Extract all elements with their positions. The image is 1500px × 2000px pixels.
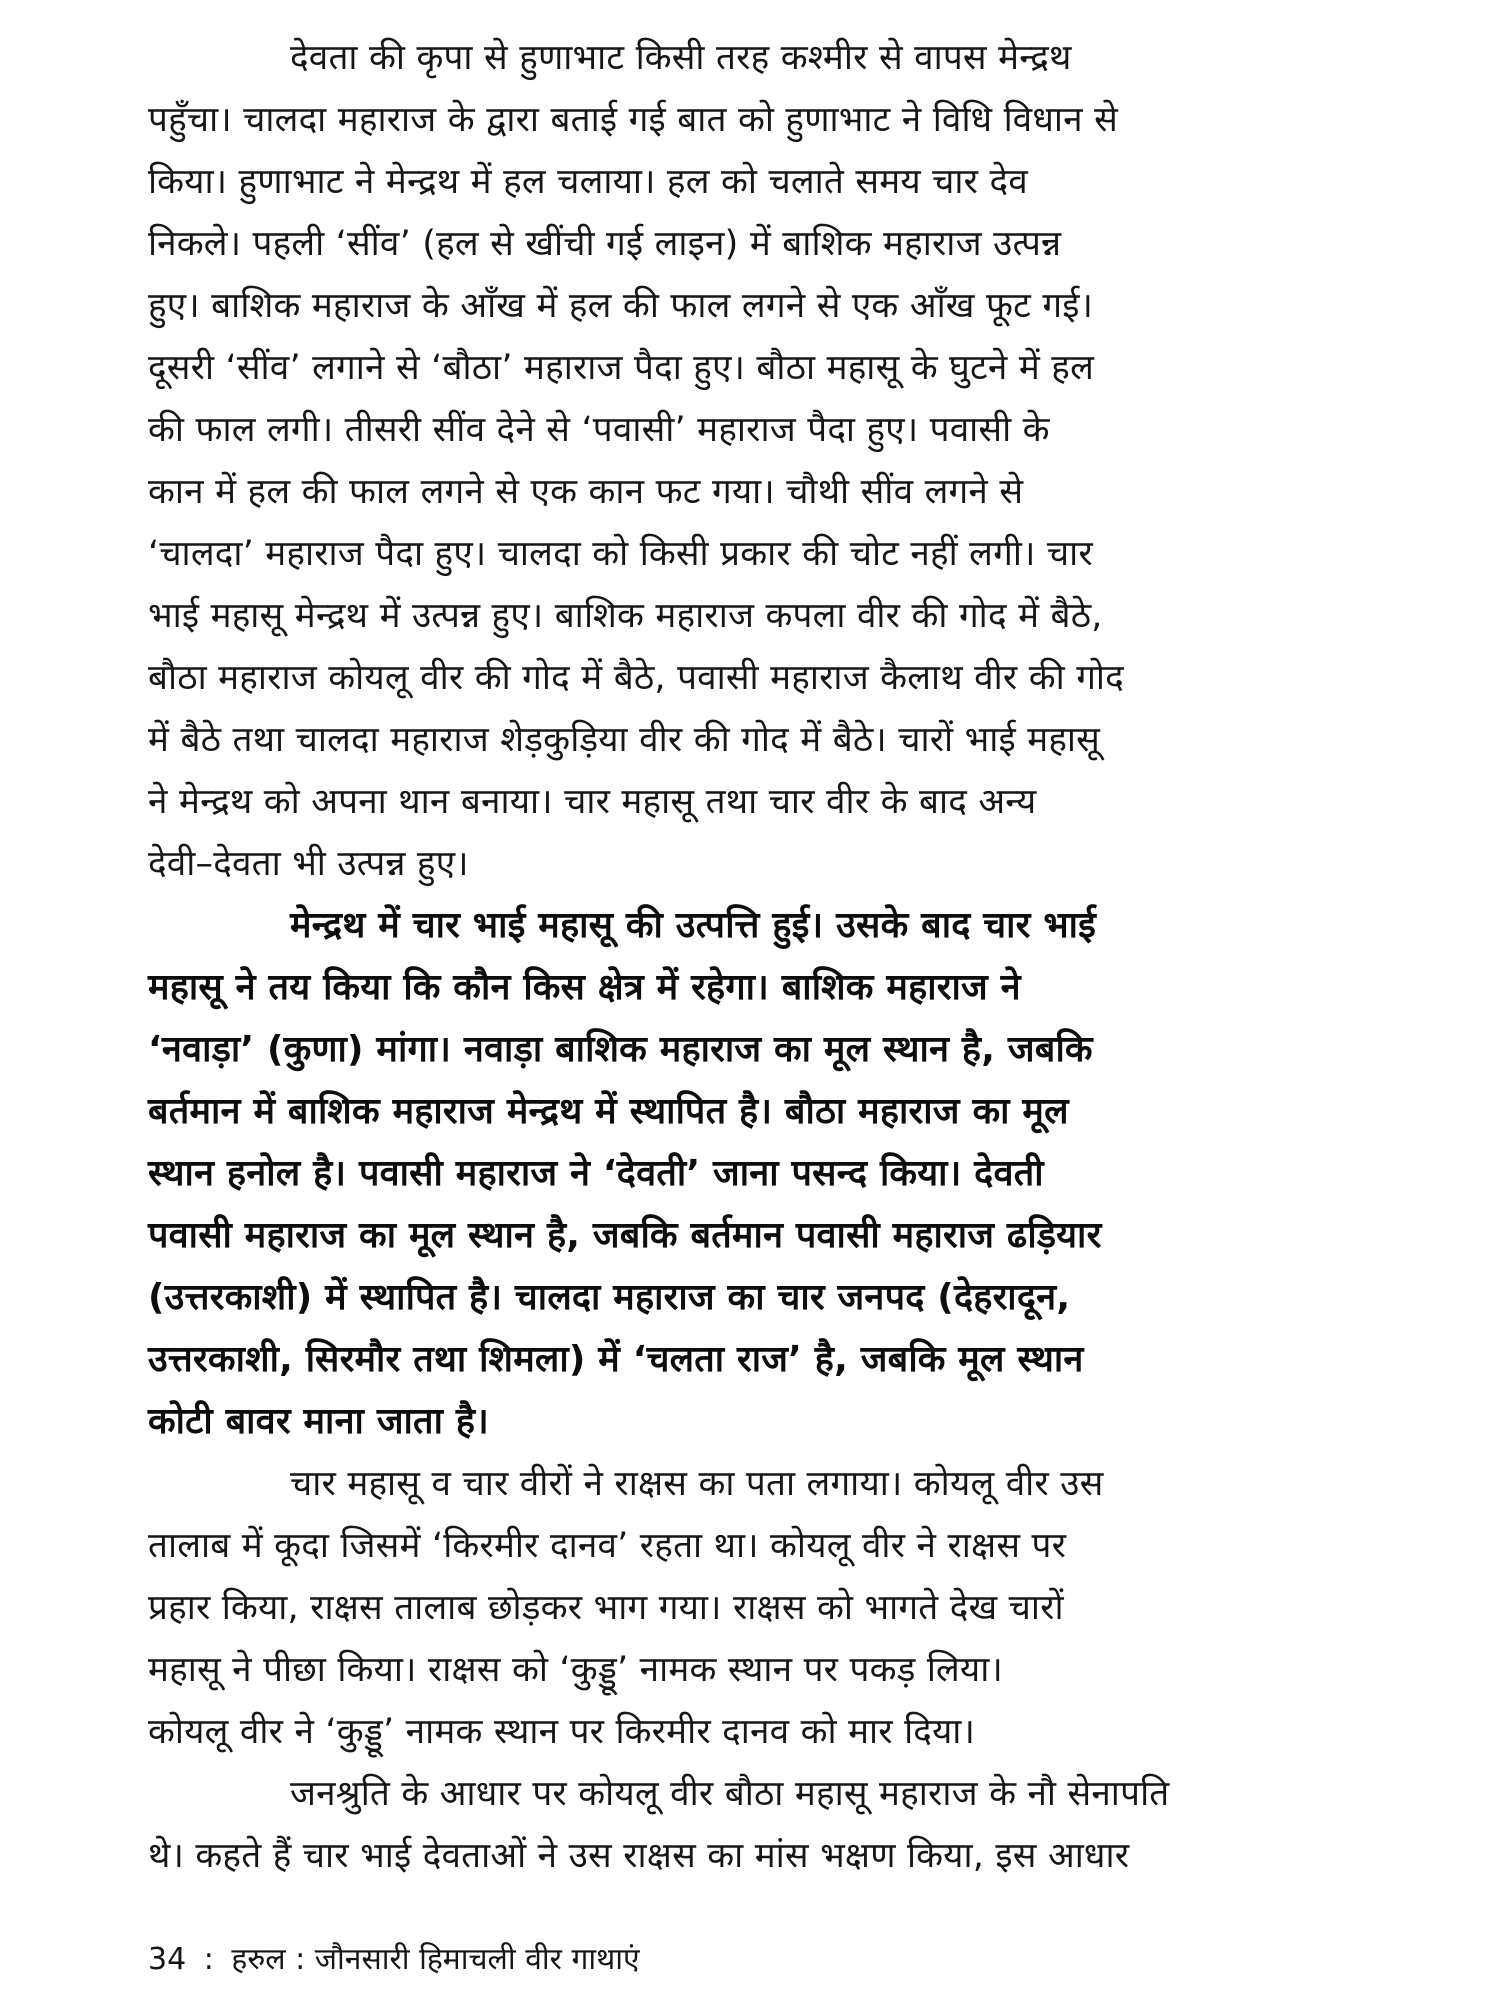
text-line: पहुँचा। चालदा महाराज के द्वारा बताई गई बात को हुणाभाट ने विधि विधान से (148, 100, 1118, 140)
text-line: थे। कहते हैं चार भाई देवताओं ने उस राक्षस का मांस भक्षण किया, इस आधार (148, 1836, 1130, 1876)
text-line: ‘चालदा’ महाराज पैदा हुए। चालदा को किसी प्रकार की चोट नहीं लगी। चार (148, 534, 1093, 574)
text-line: हुए। बाशिक महाराज के आँख में हल की फाल लगने से एक आँख फूट गई। (148, 286, 1094, 326)
text-line: कान में हल की फाल लगने से एक कान फट गया। चौथी सींव लगने से (148, 472, 1024, 512)
text-line: मेन्द्रथ में चार भाई महासू की उत्पत्ति हुई। उसके बाद चार भाई (290, 905, 1097, 946)
text-line: किया। हुणाभाट ने मेन्द्रथ में हल चलाया। हल को चलाते समय चार देव (148, 162, 1028, 202)
text-line: निकले। पहली ‘सींव’ (हल से खींची गई लाइन) में बाशिक महाराज उत्पन्न (148, 224, 1062, 264)
text-line: कोटी बावर माना जाता है। (148, 1401, 489, 1442)
text-line: देवता की कृपा से हुणाभाट किसी तरह कश्मीर से वापस मेन्द्रथ (290, 38, 1072, 78)
text-line: ‘नवाड़ा’ (कुणा) मांगा। नवाड़ा बाशिक महाराज का मूल स्थान है, जबकि (148, 1029, 1093, 1070)
text-line: प्रहार किया, राक्षस तालाब छोड़कर भाग गया। राक्षस को भागते देख चारों (148, 1588, 1064, 1628)
text-line: भाई महासू मेन्द्रथ में उत्पन्न हुए। बाशिक महाराज कपला वीर की गोद में बैठे, (148, 596, 1103, 636)
text-line: बौठा महाराज कोयलू वीर की गोद में बैठे, पवासी महाराज कैलाथ वीर की गोद (148, 658, 1124, 698)
text-line: (उत्तरकाशी) में स्थापित है। चालदा महाराज का चार जनपद (देहरादून, (148, 1277, 1071, 1318)
text-line: स्थान हनोल है। पवासी महाराज ने ‘देवती’ जाना पसन्द किया। देवती (148, 1153, 1044, 1194)
text-line: जनश्रुति के आधार पर कोयलू वीर बौठा महासू महाराज के नौ सेनापति (290, 1774, 1170, 1814)
text-line: में बैठे तथा चालदा महाराज शेड़कुड़िया वीर की गोद में बैठे। चारों भाई महासू (148, 720, 1101, 760)
footer-separator: : (203, 1942, 214, 1977)
text-line: चार महासू व चार वीरों ने राक्षस का पता लगाया। कोयलू वीर उस (290, 1464, 1104, 1504)
page-footer (148, 1940, 640, 1980)
text-line: तालाब में कूदा जिसमें ‘किरमीर दानव’ रहता था। कोयलू वीर ने राक्षस पर (148, 1526, 1067, 1566)
text-line: दूसरी ‘सींव’ लगाने से ‘बौठा’ महाराज पैदा हुए। बौठा महासू के घुटने में हल (148, 348, 1095, 388)
text-line: बर्तमान में बाशिक महाराज मेन्द्रथ में स्थापित है। बौठा महाराज का मूल (148, 1091, 1069, 1132)
page-number: 34 (148, 1942, 187, 1977)
book-title: हरुल : जौनसारी हिमाचली वीर गाथाएं (231, 1942, 640, 1977)
text-line: महासू ने तय किया कि कौन किस क्षेत्र में रहेगा। बाशिक महाराज ने (148, 967, 1021, 1008)
text-line: देवी–देवता भी उत्पन्न हुए। (148, 844, 469, 884)
text-line: पवासी महाराज का मूल स्थान है, जबकि बर्तमान पवासी महाराज ढड़ियार (148, 1215, 1102, 1256)
text-line: की फाल लगी। तीसरी सींव देने से ‘पवासी’ महाराज पैदा हुए। पवासी के (148, 410, 1050, 450)
text-line: उत्तरकाशी, सिरमौर तथा शिमला) में ‘चलता राज’ है, जबकि मूल स्थान (148, 1339, 1084, 1380)
text-line: ने मेन्द्रथ को अपना थान बनाया। चार महासू तथा चार वीर के बाद अन्य (148, 782, 1037, 822)
text-line: कोयलू वीर ने ‘कुड्डू’ नामक स्थान पर किरमीर दानव को मार दिया। (148, 1712, 976, 1752)
text-line: महासू ने पीछा किया। राक्षस को ‘कुड्डू’ नामक स्थान पर पकड़ लिया। (148, 1650, 1003, 1690)
